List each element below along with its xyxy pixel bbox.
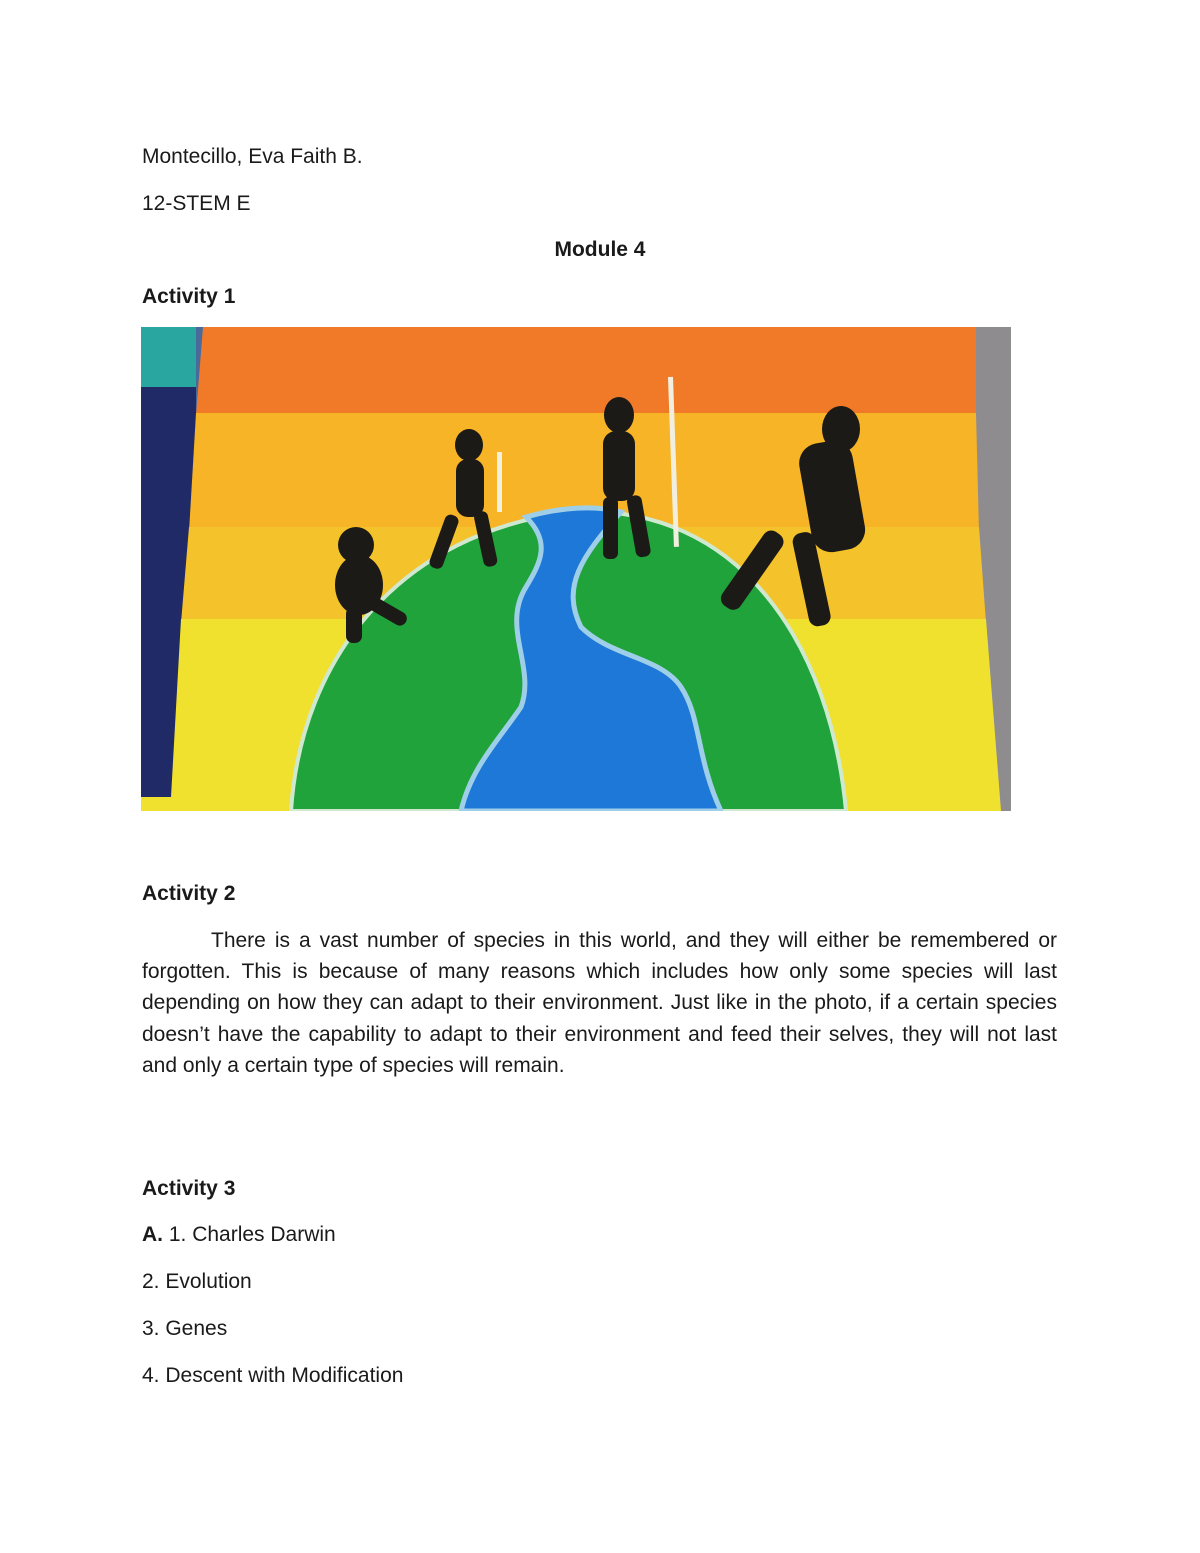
answer-item-3: 3. Genes — [142, 1317, 228, 1340]
activity2-heading: Activity 2 — [142, 882, 236, 905]
band-orange — [196, 327, 976, 415]
evolution-drawing — [141, 327, 1011, 811]
cloth-teal-patch — [141, 327, 196, 387]
activity1-heading: Activity 1 — [142, 285, 236, 308]
activity3-heading: Activity 3 — [142, 1177, 236, 1200]
student-name: Montecillo, Eva Faith B. — [142, 145, 363, 168]
section-label: 12-STEM E — [142, 192, 251, 215]
activity2-paragraph: There is a vast number of species in this world, and they will either be remembered or forgotten. This is because of many reasons which includes how only some species will last depending on how they can adapt to their environment. Just like in the photo, if a certain species doesn’t have the capability to adapt to their environment and feed their selves, they will not last and only a certain type of species will remain. — [142, 929, 1057, 1077]
answer-item-4: 4. Descent with Modification — [142, 1364, 404, 1387]
module-title: Module 4 — [554, 238, 646, 261]
answer-item-1 — [142, 1222, 336, 1248]
part-label: A. — [142, 1223, 163, 1246]
answer-text: 1. Charles Darwin — [168, 1223, 336, 1246]
answer-item-2: 2. Evolution — [142, 1270, 252, 1293]
